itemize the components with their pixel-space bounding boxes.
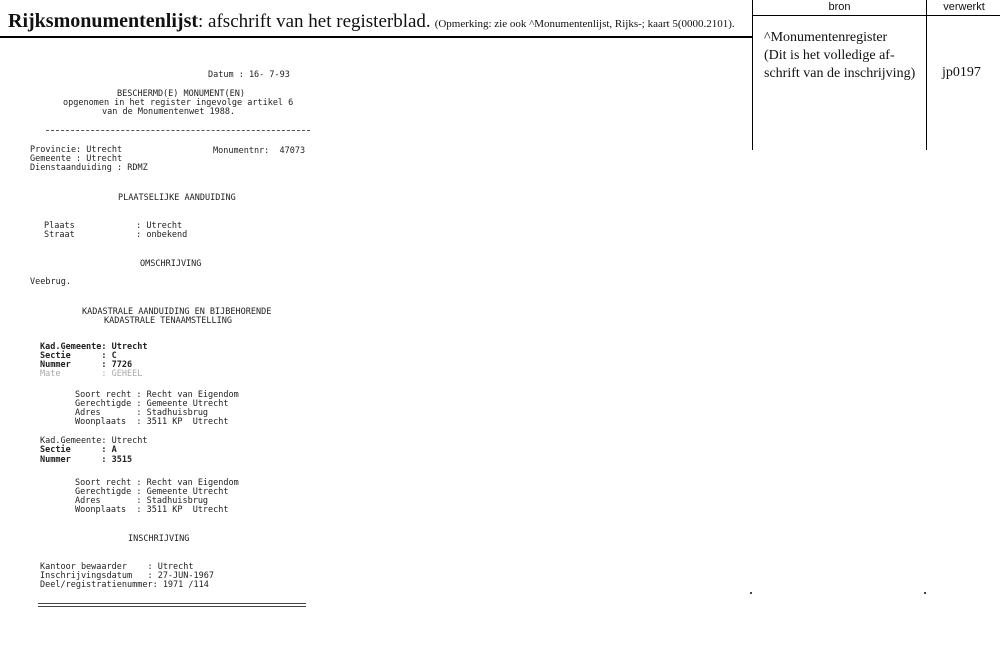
heading-line-3: van de Monumentenwet 1988. — [102, 107, 236, 117]
title-subtitle: : afschrift van het registerblad. — [198, 11, 431, 32]
recht1-adres: Adres : Stadhuisbrug — [75, 408, 209, 418]
scanned-register-page — [0, 60, 420, 620]
title-main: Rijksmonumentenlijst — [8, 10, 199, 32]
kad1-mate: Mate : GEHEEL — [40, 369, 143, 379]
heading-line-2: opgenomen in het register ingevolge artikel 6 — [63, 98, 294, 108]
provincie-line: Provincie: Utrecht — [30, 145, 123, 155]
recht2-soort: Soort recht : Recht van Eigendom — [75, 478, 239, 488]
gemeente-line: Gemeente : Utrecht — [30, 154, 123, 164]
section-kadastraal-1: KADASTRALE AANDUIDING EN BIJBEHORENDE — [82, 307, 272, 317]
dienst-line: Dienstaanduiding : RDMZ — [30, 163, 148, 173]
recht1-woonplaats: Woonplaats : 3511 KP Utrecht — [75, 417, 229, 427]
section-plaatselijke: PLAATSELIJKE AANDUIDING — [118, 193, 236, 203]
kad2-gemeente: Kad.Gemeente: Utrecht — [40, 436, 148, 446]
document-title — [8, 10, 750, 33]
section-inschrijving: INSCHRIJVING — [128, 534, 190, 544]
scan-speck — [750, 592, 752, 594]
verwerkt-cell: jp0197 — [942, 65, 981, 80]
recht1-gerechtigde: Gerechtigde : Gemeente Utrecht — [75, 399, 229, 409]
dashed-divider — [46, 130, 310, 131]
kad1-gemeente: Kad.Gemeente: Utrecht — [40, 342, 148, 352]
section-omschrijving: OMSCHRIJVING — [140, 259, 202, 269]
source-table — [752, 0, 1000, 150]
recht1-soort: Soort recht : Recht van Eigendom — [75, 390, 239, 400]
kad1-nummer: Nummer : 7726 — [40, 360, 133, 370]
inschrijvingsdatum-line: Inschrijvingsdatum : 27-JUN-1967 — [40, 571, 214, 581]
title-note: (Opmerking: zie ook ^Monumentenlijst, Rijks-; kaart 5(0000.2101). — [434, 18, 735, 30]
straat-line: Straat : onbekend — [44, 230, 188, 240]
section-kadastraal-2: KADASTRALE TENAAMSTELLING — [104, 316, 232, 326]
plaats-line: Plaats : Utrecht — [44, 221, 183, 231]
double-divider — [38, 603, 306, 607]
recht2-woonplaats: Woonplaats : 3511 KP Utrecht — [75, 505, 229, 515]
column-header-bron: bron — [828, 1, 851, 13]
bron-cell: ^Monumentenregister (Dit is het volledige af- schrift van de inschrijving) — [764, 30, 916, 81]
column-header-verwerkt: verwerkt — [943, 1, 985, 13]
omschrijving-text: Veebrug. — [30, 277, 71, 287]
recht2-gerechtigde: Gerechtigde : Gemeente Utrecht — [75, 487, 229, 497]
scan-speck — [924, 592, 926, 594]
kad2-nummer: Nummer : 3515 — [40, 455, 133, 465]
header-rule — [0, 36, 752, 38]
source-table-header — [753, 0, 1000, 16]
monumentnr-line: Monumentnr: 47073 — [213, 146, 306, 156]
kantoor-line: Kantoor bewaarder : Utrecht — [40, 562, 194, 572]
heading-line-1: BESCHERMD(E) MONUMENT(EN) — [117, 89, 245, 99]
datum-line: Datum : 16- 7-93 — [208, 70, 290, 80]
kad2-sectie: Sectie : A — [40, 445, 117, 455]
kad1-sectie: Sectie : C — [40, 351, 117, 361]
deel-line: Deel/registratienummer: 1971 /114 — [40, 580, 209, 590]
recht2-adres: Adres : Stadhuisbrug — [75, 496, 209, 506]
